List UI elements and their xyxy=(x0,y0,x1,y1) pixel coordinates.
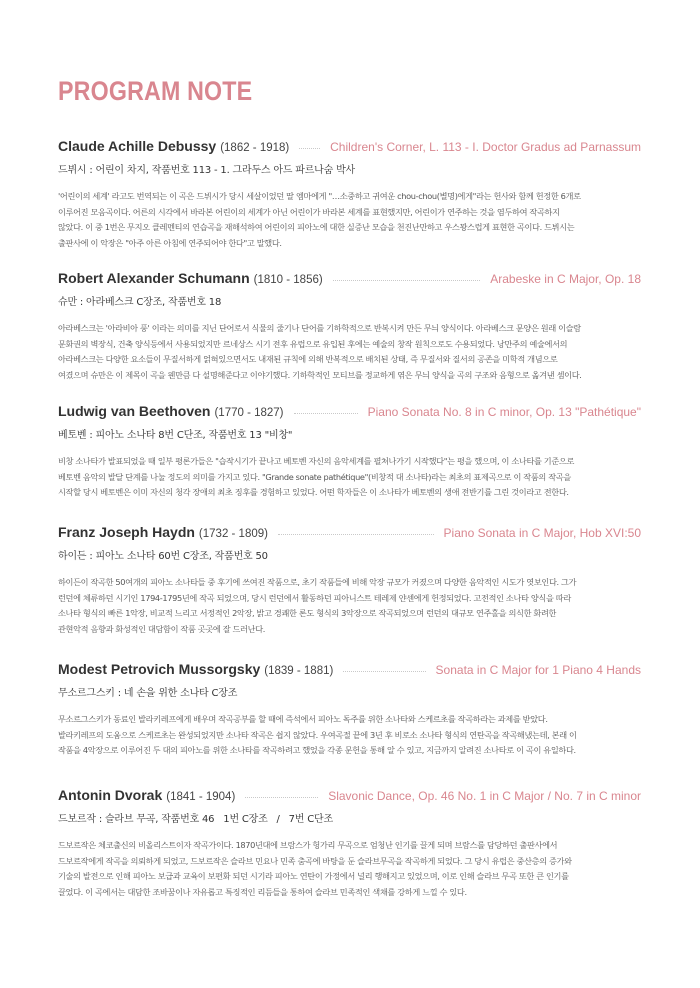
work-subtitle: 하이든 : 피아노 소나타 60번 C장조, 작품번호 50 xyxy=(58,551,268,562)
description-line: 여겼으며 슈만은 이 제목이 곡을 웬만큼 다 설명해준다고 이야기했다. 기하학적인 모티브를 정교하게 엮은 무늬 양식을 곡의 구조와 음형으로 옮겨낸 셈이다. xyxy=(58,369,582,380)
entry-header xyxy=(58,787,641,805)
composer-name: Claude Achille Debussy xyxy=(58,138,217,154)
composer-name: Franz Joseph Haydn xyxy=(58,524,195,540)
work-description xyxy=(58,454,641,501)
work-description xyxy=(58,321,641,383)
page-title: PROGRAM NOTE xyxy=(58,76,253,106)
program-entry-dvorak xyxy=(58,787,641,900)
work-description xyxy=(58,189,641,251)
dotted-leader xyxy=(299,147,320,149)
composer-name: Ludwig van Beethoven xyxy=(58,403,211,419)
work-subtitle: 드보르작 : 슬라브 무곡, 작품번호 46 1번 C장조 / 7번 C단조 xyxy=(58,814,333,825)
work-title: Children's Corner, L. 113 - I. Doctor Gradus ad Parnassum xyxy=(330,140,641,154)
description-line: 무소르그스키가 동료인 발라키레프에게 배우며 작곡공부를 할 때에 즉석에서 피아노 독주를 위한 소나타와 스케르초를 작곡하라는 과제를 받았다. xyxy=(58,714,548,724)
description-line: 관현악적 음향과 화성적인 대담함이 작품 곳곳에 잘 드러난다. xyxy=(58,623,265,634)
description-line: 베토벤 음악의 발달 단계를 나눌 정도의 의미를 가지고 있다. "Grande sonate pathétique"(비창적 대 소나타)라는 최초의 표제곡으로 이 작품의 작곡을 xyxy=(58,471,571,482)
dotted-leader xyxy=(333,279,481,281)
description-line: 이루어진 모음곡이다. 어른의 시각에서 바라본 어린이의 세계가 아닌 어린이가 바라본 세계를 표현했지만, 어린이가 연주하는 것을 염두하여 작곡하지 xyxy=(58,206,560,217)
entry-header xyxy=(58,138,641,156)
description-line: 하이든이 작곡한 50여개의 피아노 소나타들 중 후기에 쓰여진 작품으로, 초기 작품들에 비해 악장 규모가 커졌으며 다양한 음악적인 시도가 엿보인다. 그가 xyxy=(58,577,577,587)
composer-years: (1770 - 1827) xyxy=(214,407,284,419)
dotted-leader xyxy=(245,796,318,798)
dotted-leader xyxy=(343,670,425,672)
description-line: 기술의 발전으로 인해 피아노 보급과 교육이 보편화 되던 시기라 피아노 연탄이 가정에서 널리 행해지고 있었으며, 이로 인해 슬라브 무곡 또한 큰 인기를 xyxy=(58,871,569,881)
program-entry-haydn xyxy=(58,524,641,637)
work-subtitle: 드뷔시 : 어린이 차지, 작품번호 113 - 1. 그라두스 아드 파르나숨 박사 xyxy=(58,165,355,176)
program-entry-debussy xyxy=(58,138,641,251)
program-entry-mussorgsky xyxy=(58,661,641,759)
entry-header xyxy=(58,403,641,421)
entry-header xyxy=(58,661,641,679)
work-title: Arabeske in C Major, Op. 18 xyxy=(490,272,641,286)
description-line: 작품을 4악장으로 이루어진 두 대의 피아노를 위한 소나타를 작곡하려고 했었을 각종 문헌을 통해 알 수 있고, 지금까지 알려진 소나타로 이 곡이 유일하다. xyxy=(58,745,576,755)
composer-name: Antonin Dvorak xyxy=(58,787,163,803)
work-title: Slavonic Dance, Op. 46 No. 1 in C Major / No. 7 in C minor xyxy=(328,789,641,803)
description-line: 드보르작은 체코출신의 비올리스트이자 작곡가이다. 1870년대에 브람스가 헝가리 무곡으로 엄청난 인기를 끌게 되며 브람스를 담당하던 출판사에서 xyxy=(58,840,558,850)
composer-years: (1862 - 1918) xyxy=(220,142,290,154)
composer-years: (1810 - 1856) xyxy=(253,274,323,286)
entry-header xyxy=(58,524,641,542)
work-description xyxy=(58,712,641,759)
work-subtitle: 무소르그스키 : 네 손을 위한 소나타 C장조 xyxy=(58,688,238,699)
description-line: 발라키레프의 도움으로 스케르초는 완성되었지만 소나타 작곡은 쉽지 않았다. 우여곡절 끝에 3년 후 비로소 소나타 형식의 연탄곡을 작곡해냈는데, 본래 이 xyxy=(58,729,577,740)
work-title: Piano Sonata in C Major, Hob XVI:50 xyxy=(443,526,641,540)
description-line: '어린이의 세계' 라고도 번역되는 이 곡은 드뷔시가 당시 세살이었던 딸 엠마에게 "…소중하고 귀여운 chou-chou(별명)에게"라는 헌사와 함께 헌정한 6개로 xyxy=(58,191,581,201)
composer-years: (1839 - 1881) xyxy=(264,665,334,677)
composer-years: (1841 - 1904) xyxy=(166,791,236,803)
description-line: 소나타 형식의 빠른 1악장, 비교적 느리고 서정적인 2악장, 밝고 경쾌한 론도 형식의 3악장으로 작곡되었으며 런던의 대규모 연주홀을 의식한 화려한 xyxy=(58,608,557,618)
program-entry-beethoven xyxy=(58,403,641,501)
description-line: 시작할 당시 베토벤은 이미 자신의 청각 장애의 최초 징후를 경험하고 있었다. 어떤 학자들은 이 소나타가 베토벤의 생애 전반기를 그린 것이라고 전한다. xyxy=(58,487,569,497)
work-title: Piano Sonata No. 8 in C minor, Op. 13 "Pathétique" xyxy=(367,405,641,419)
description-line: 않았다. 이 중 1번은 무지오 클레멘티의 연습곡을 재해석하여 어린이의 피아노에 대한 실증난 모습을 천진난만하고 우스꽝스럽게 표현한 곡이다. 드뷔시는 xyxy=(58,222,575,232)
description-line: 문화권의 벽장식, 건축 양식등에서 사용되었지만 르네상스 시기 전후 유럽으로 유입된 후에는 예술의 창작 원칙으로도 수용되었다. 낭만주의 예술에서의 xyxy=(58,338,568,349)
entry-header xyxy=(58,270,641,288)
work-description xyxy=(58,575,641,637)
program-entry-schumann xyxy=(58,270,641,383)
description-line: 비창 소나타가 발표되었을 때 일부 평론가들은 "습작시기가 끝나고 베토벤 자신의 음악세계를 펼쳐나가기 시작했다"는 평을 했으며, 이 소나타를 기준으로 xyxy=(58,456,575,466)
description-line: 끌었다. 이 곡에서는 대담한 조바꿈이나 자유롭고 특징적인 리듬들을 통하여 슬라브 민족적인 색채를 강하게 느낄 수 있다. xyxy=(58,886,467,897)
description-line: 아라베스크는 다양한 요소들이 무질서하게 얽혀있으면서도 내재된 규칙에 의해 반복적으로 배치된 상태, 즉 무질서와 질서의 공존을 미학적 개념으로 xyxy=(58,354,558,364)
work-subtitle: 슈만 : 아라베스크 C장조, 작품번호 18 xyxy=(58,297,222,308)
dotted-leader xyxy=(278,533,434,535)
work-subtitle: 베토벤 : 피아노 소나타 8번 C단조, 작품번호 13 "비창" xyxy=(58,430,293,441)
composer-name: Modest Petrovich Mussorgsky xyxy=(58,661,261,677)
work-title: Sonata in C Major for 1 Piano 4 Hands xyxy=(435,663,641,677)
description-line: 아라베스크는 '아라비아 풍' 이라는 의미를 지닌 단어로서 식물의 줄기나 단어를 기하학적으로 반복시켜 만든 무늬 양식이다. 아라베스크 문양은 원래 이슬람 xyxy=(58,323,581,333)
description-line: 출판사에 이 악장은 "아주 아른 아침에 연주되어야 한다"고 말했다. xyxy=(58,237,282,248)
description-line: 드보르작에게 작곡을 의뢰하게 되었고, 드보르작은 슬라브 민요나 민족 춤곡에 바탕을 둔 슬라브무곡을 작곡하게 되었다. 그 당시 유럽은 중산층의 증가와 xyxy=(58,855,572,866)
work-description xyxy=(58,838,641,900)
dotted-leader xyxy=(294,412,358,414)
description-line: 런던에 체류하던 시기인 1794-1795년에 작곡 되었으며, 당시 런던에서 활동하던 피아니스트 테레제 얀센에게 헌정되었다. 고전적인 소나타 양식을 따라 xyxy=(58,592,571,603)
composer-years: (1732 - 1809) xyxy=(198,528,268,540)
composer-name: Robert Alexander Schumann xyxy=(58,270,250,286)
